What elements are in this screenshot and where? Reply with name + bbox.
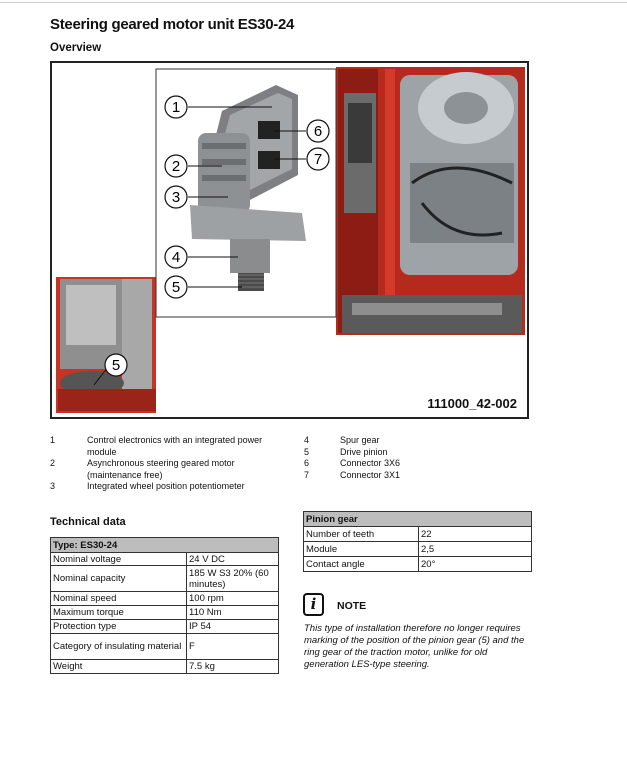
- legend-item: [304, 435, 484, 447]
- legend-item: [50, 435, 300, 458]
- table-title: Type: ES30-24: [51, 538, 279, 553]
- legend-number: 5: [304, 446, 310, 457]
- table-title: Pinion gear: [304, 512, 532, 527]
- technical-data-heading: Technical data: [50, 516, 126, 528]
- table-row: [51, 606, 279, 620]
- table-row: [51, 553, 279, 566]
- row-label: Category of insulating material: [51, 634, 187, 660]
- row-value: IP 54: [187, 620, 279, 634]
- table-row: [304, 527, 532, 542]
- row-value: 185 W S3 20% (60 minutes): [187, 566, 279, 592]
- callout-3: [165, 186, 187, 208]
- table-row: [51, 660, 279, 674]
- table-row: [304, 557, 532, 572]
- callout-4: [165, 246, 187, 268]
- row-label: Nominal voltage: [51, 553, 187, 566]
- note-text: This type of installation therefore no longer requires marking of the position of the pinion gear (5) and the ring gear of the traction motor, unlike for old generation LES-type steering.: [304, 623, 525, 670]
- technical-data-table: [50, 537, 279, 674]
- legend-number: 7: [304, 469, 310, 480]
- legend-text: Asynchronous steering geared motor (maintenance free): [87, 458, 235, 480]
- legend-text: Control electronics with an integrated power module: [87, 435, 263, 457]
- row-label: Nominal capacity: [51, 566, 187, 592]
- row-value: 20°: [419, 557, 532, 572]
- top-rule: [0, 2, 627, 3]
- legend-text: Integrated wheel position potentiometer: [87, 481, 245, 491]
- callout-label: 4: [171, 249, 181, 266]
- legend-text: Spur gear: [340, 435, 380, 445]
- row-value: 2,5: [419, 542, 532, 557]
- drive-pinion: [238, 273, 264, 291]
- callout-label: 2: [171, 158, 181, 175]
- table-row: [51, 566, 279, 592]
- table-row: [51, 634, 279, 660]
- row-label: Maximum torque: [51, 606, 187, 620]
- legend-number: 1: [50, 435, 56, 445]
- table-row: [51, 620, 279, 634]
- row-label: Nominal speed: [51, 592, 187, 606]
- callout-label: 5: [111, 357, 121, 374]
- page-title: Steering geared motor unit ES30-24: [50, 16, 295, 33]
- figure-id: 111000_42-002: [427, 396, 517, 411]
- callout-label: 3: [171, 189, 181, 206]
- legend-number: 3: [50, 481, 56, 491]
- callout-2: [165, 155, 187, 177]
- callout-7: [307, 148, 329, 170]
- table-header-row: [304, 512, 532, 527]
- info-icon: i: [303, 593, 324, 616]
- row-value: 110 Nm: [187, 606, 279, 620]
- legend-item: [304, 470, 484, 482]
- legend-number: 4: [304, 435, 310, 445]
- row-value: 7.5 kg: [187, 660, 279, 674]
- row-label: Number of teeth: [304, 527, 419, 542]
- legend-item: [50, 458, 300, 481]
- callout-1: [165, 96, 187, 118]
- callout-label: 5: [171, 279, 181, 296]
- overview-figure: [50, 61, 529, 419]
- table-row: [304, 542, 532, 557]
- row-value: F: [187, 634, 279, 660]
- legend-left: [50, 435, 300, 495]
- spur-gear: [230, 239, 270, 273]
- pinion-gear-table: [303, 511, 532, 572]
- callout-5-detail: [105, 354, 127, 376]
- section-subtitle: Overview: [50, 42, 102, 54]
- legend-number: 6: [304, 458, 310, 468]
- legend-right: [304, 435, 484, 485]
- row-value: 22: [419, 527, 532, 542]
- callout-label: 6: [313, 123, 323, 140]
- callout-5: [165, 276, 187, 298]
- overview-photo-collage: [52, 63, 527, 417]
- row-label: Contact angle: [304, 557, 419, 572]
- callout-label: 1: [171, 99, 181, 116]
- legend-item: [304, 447, 484, 459]
- callout-label: 7: [313, 151, 323, 168]
- legend-text: Drive pinion: [340, 446, 388, 457]
- note-heading: NOTE: [337, 600, 367, 612]
- legend-text: Connector 3X6: [340, 458, 401, 468]
- legend-item: [50, 481, 300, 493]
- legend-item: [304, 458, 484, 470]
- legend-text: Connector 3X1: [340, 469, 401, 480]
- row-label: Module: [304, 542, 419, 557]
- row-value: 100 rpm: [187, 592, 279, 606]
- table-row: [51, 592, 279, 606]
- legend-number: 2: [50, 458, 56, 468]
- table-header-row: [51, 538, 279, 553]
- row-label: Weight: [51, 660, 187, 674]
- row-value: 24 V DC: [187, 553, 279, 566]
- callout-6: [307, 120, 329, 142]
- row-label: Protection type: [51, 620, 187, 634]
